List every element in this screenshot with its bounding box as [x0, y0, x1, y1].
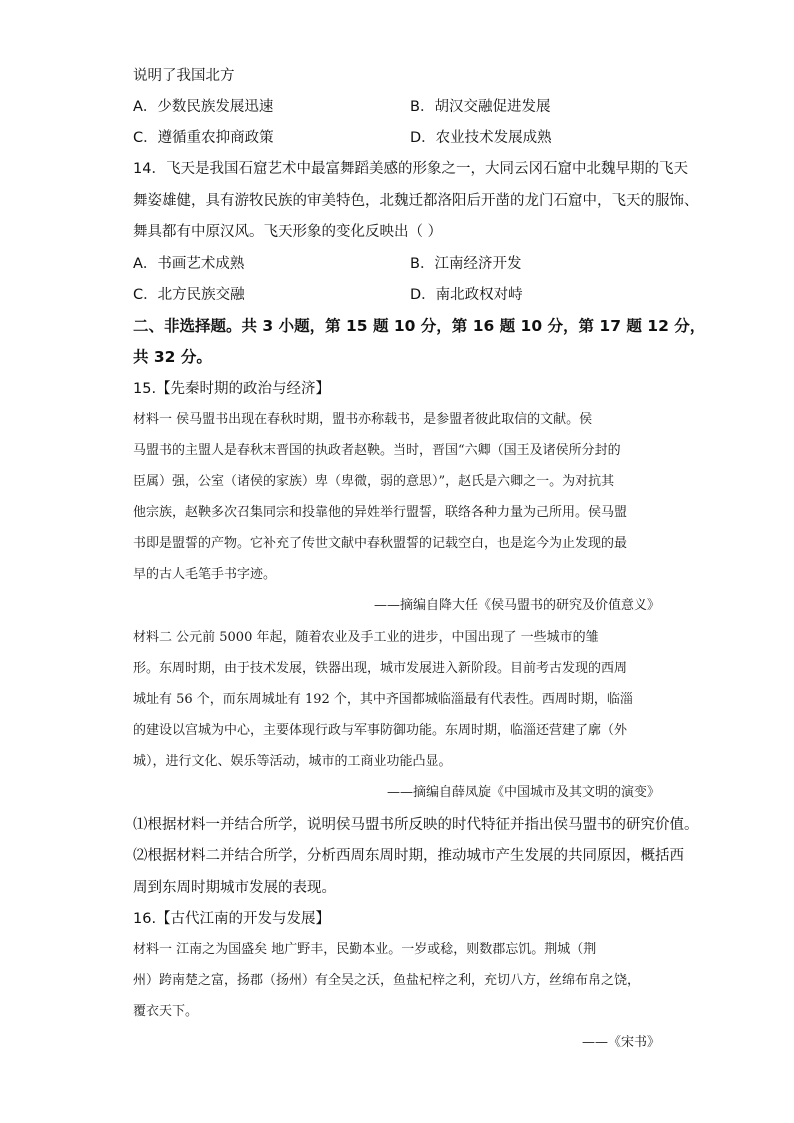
q15-material-2-line-2: 形。东周时期，由于技术发展，铁器出现，城市发展进入新阶段。目前考古发现的西周 — [133, 661, 628, 676]
section-2-heading-line-2: 共 32 分。 — [133, 348, 212, 366]
q13-option-d: D．农业技术发展成熟 — [410, 130, 552, 146]
q14-option-b: B．江南经济开发 — [410, 256, 522, 272]
q14-stem-line-2: 舞姿雄健，具有游牧民族的审美特色，北魏迁都洛阳后开凿的龙门石窟中，飞天的服饰、 — [133, 193, 699, 209]
q16-title: 16.【古代江南的开发与发展】 — [133, 911, 331, 927]
q13-option-b: B．胡汉交融促进发展 — [410, 99, 551, 115]
q15-title: 15.【先秦时期的政治与经济】 — [133, 381, 331, 397]
q15-subquestion-1: ⑴根据材料一并结合所学，说明侯马盟书所反映的时代特征并指出侯马盟书的研究价值。 — [133, 817, 699, 833]
q15-material-2-line-4: 的建设以宫城为中心，主要体现行政与军事防御功能。东周时期，临淄还营建了廓（外 — [133, 723, 628, 738]
q15-subquestion-2-line-2: 周到东周时期城市发展的表现。 — [133, 880, 336, 896]
q15-material-1-source: ——摘编自降大任《侯马盟书的研究及价值意义》 — [373, 598, 660, 613]
q15-material-2-line-3: 城址有 56 个，而东周城址有 192 个，其中齐国都城临淄最有代表性。西周时期，临淄 — [133, 692, 633, 707]
q14-option-c: C．北方民族交融 — [133, 287, 245, 303]
q15-material-1-line-3: 臣属）强，公室（诸侯的家族）卑（卑微，弱的意思）”，赵氏是六卿之一。为对抗其 — [133, 474, 615, 489]
q15-subquestion-2-line-1: ⑵根据材料二并结合所学，分析西周东周时期，推动城市产生发展的共同原因，概括西 — [133, 848, 684, 864]
q13-option-a: A．少数民族发展迅速 — [133, 99, 274, 115]
q15-material-1-line-1: 材料一 侯马盟书出现在春秋时期，盟书亦称载书，是参盟者彼此取信的文献。侯 — [133, 412, 593, 427]
q15-material-2-source: ——摘编自薛凤旋《中国城市及其文明的演变》 — [386, 785, 660, 800]
q14-option-a: A．书画艺术成熟 — [133, 256, 245, 272]
q16-material-1-line-1: 材料一 江南之为国盛矣 地广野丰，民勤本业。一岁或稔，则数郡忘饥。荆城（荆 — [133, 942, 597, 957]
q15-material-1-line-2: 马盟书的主盟人是春秋末晋国的执政者赵鞅。当时，晋国“六卿（国王及诸侯所分封的 — [133, 443, 621, 458]
q14-stem-line-1: 14．飞天是我国石窟艺术中最富舞蹈美感的形象之一，大同云冈石窟中北魏早期的飞天 — [133, 161, 688, 177]
q16-material-1-line-2: 州）跨南楚之富，扬郡（扬州）有全吴之沃，鱼盐杞梓之利，充切八方，丝绵布帛之饶， — [133, 973, 641, 988]
q14-option-d: D．南北政权对峙 — [410, 287, 523, 303]
q15-material-2-line-5: 城），进行文化、娱乐等活动，城市的工商业功能凸显。 — [133, 754, 452, 769]
q15-material-1-line-5: 书即是盟誓的产物。它补充了传世文献中春秋盟誓的记载空白，也是迄今为止发现的最 — [133, 536, 628, 551]
q16-material-1-line-3: 覆衣天下。 — [133, 1004, 199, 1019]
q14-stem-line-3: 舞具都有中原汉风。飞天形象的变化反映出（ ） — [133, 224, 443, 240]
q16-material-1-source: ——《宋书》 — [581, 1035, 660, 1050]
q15-material-2-line-1: 材料二 公元前 5000 年起，随着农业及手工业的进步，中国出现了 一些城市的雏 — [133, 630, 599, 645]
q13-stem-tail: 说明了我国北方 — [133, 68, 235, 84]
section-2-heading-line-1: 二、非选择题。共 3 小题，第 15 题 10 分，第 16 题 10 分，第 17 题 12 分， — [133, 317, 706, 335]
q15-material-1-line-6: 早的古人毛笔手书字迹。 — [133, 567, 277, 582]
q13-option-c: C．遵循重农抑商政策 — [133, 130, 274, 146]
q15-material-1-line-4: 他宗族，赵鞅多次召集同宗和投靠他的异姓举行盟誓，联络各种力量为己所用。侯马盟 — [133, 505, 628, 520]
